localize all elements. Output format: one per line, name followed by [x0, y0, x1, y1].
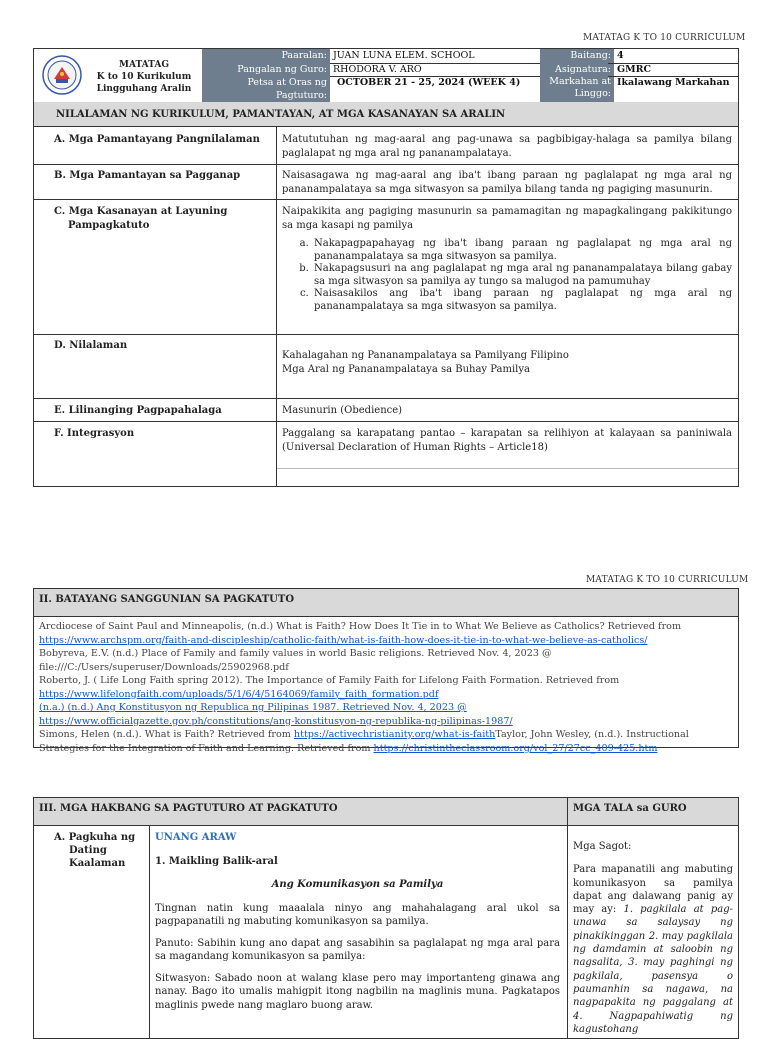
divider [330, 76, 540, 77]
row-divider [34, 334, 738, 335]
step-a-line2: Dating [69, 845, 107, 856]
section2-title: II. BATAYANG SANGGUNIAN SA PAGKATUTO [34, 589, 738, 617]
baitang-label: Baitang: [540, 49, 614, 63]
row-e-text: Masunurin (Obedience) [282, 405, 403, 416]
row-c-intro: Naipakikita ang pagiging masunurin sa pamamagitan ng mapagkalingang pakikitungo sa mga kasapi ng pamilya [282, 206, 732, 231]
row-a-label: A. Mga Pamantayang Pangnilalaman [54, 134, 260, 145]
section2-table [33, 588, 739, 754]
label-divider [149, 825, 150, 1038]
paragraph: Sitwasyon: Sabado noon at walang klase pero may importanteng ginawa ang nanay. Bago ito umalis mahigpit itong nagbilin na maglinis muna. Pagkatapos maglinis pwede nang maglaro buong araw. [155, 972, 560, 1011]
references-list [39, 620, 733, 755]
notes-answers: 1. pagkilala at pag-unawa sa salaysay ng pinakikinggan 2. may pagkilala ng damdamin at saloobin ng nagsalita, 3. may paghingi ng pagkilala, pasensya o paumanhin sa nagawa, na nagpapakita ng paggalang at 4. Nagpapahiwatig ng kagustohang [573, 904, 734, 1035]
row-b-label: B. Mga Pamantayan sa Pagganap [54, 170, 241, 181]
curriculum-header: MATATAG K TO 10 CURRICULUM [583, 33, 746, 43]
row-c-label-line2: Pampagkatuto [68, 219, 150, 231]
row-d-line1: Kahalagahan ng Pananampalataya sa Pamilyang Filipino [282, 350, 569, 361]
objective-item: b. Nakapagsusuri na ang paglalapat ng mga aral ng pananampalataya bilang gabay sa mga sitwasyon sa pamilya ay tungo sa malugod na pamumuhay [312, 263, 732, 288]
step-a-label [54, 831, 135, 870]
row-divider [34, 398, 738, 399]
row-c-label [54, 205, 227, 232]
story-title: Ang Komunikasyon sa Pamilya [271, 879, 444, 890]
reference-text: Roberto, J. ( Life Long Faith spring 2012). The Importance of Family Faith for Lifelong Faith Formation. Retrieved from [39, 675, 620, 686]
notes-label: Mga Sagot: [573, 841, 632, 852]
paragraph: Panuto: Sabihin kung ano dapat ang sasabihin sa paglalapat ng mga aral para sa magandang komunikasyon sa pamilya: [155, 937, 560, 962]
reference-link[interactable]: https://activechristianity.org/what-is-faith [293, 729, 496, 740]
title-line-3: Lingguhang Aralin [96, 84, 192, 94]
column-divider [276, 127, 277, 486]
objective-item: a. Nakapagpapahayag ng iba't ibang paraan ng paglalapat ng mga aral ng pananampalataya sa mga sitwasyon sa pamilya. [312, 238, 732, 263]
guro-value: RHODORA V. ARO [333, 64, 422, 75]
reference-link[interactable]: (n.a.) (n.d.) Ang Konstitusyon ng Republica ng Pilipinas 1987. Retrieved Nov. 4, 2023 @ [39, 702, 467, 713]
reference-text: Simons, Helen (n.d.). What is Faith? Retrieved from [39, 729, 291, 740]
guro-label: Pangalan ng Guro: [202, 63, 330, 76]
reference-text: Arcdiocese of Saint Paul and Minneapolis, (n.d.) What is Faith? How Does It Tie in to What We Believe as Catholics? Retrieved from [39, 621, 682, 632]
row-a-text: Matututuhan ng mag-aaral ang pag-unawa sa pagbibigay-halaga sa pamilya bilang paglalapat ng mga aral ng pananampalataya. [282, 134, 732, 159]
petsa-value: OCTOBER 21 - 25, 2024 (WEEK 4) [337, 77, 521, 88]
row-d-content [282, 349, 732, 376]
curriculum-header-2: MATATAG K TO 10 CURRICULUM [586, 575, 749, 585]
notes-body [573, 863, 733, 1036]
asignatura-value: GMRC [617, 64, 652, 75]
step-a-content [155, 831, 560, 1012]
row-e-label: E. Lilinanging Pagpapahalaga [54, 405, 222, 416]
paaralan-value: JUAN LUNA ELEM. SCHOOL [333, 50, 475, 61]
day-label: UNANG ARAW [155, 832, 237, 843]
row-c-label-line1: C. Mga Kasanayan at Layuning [54, 206, 228, 217]
row-divider [34, 421, 738, 422]
step-a-line1: A. Pagkuha ng [54, 832, 136, 843]
notes-title: MGA TALA sa GURO [573, 803, 687, 814]
reference-text: Bobyreva, E.V. (n.d.) Place of Family and family values in world Basic religions. Retrieved Nov. 4, 2023 @ [39, 648, 552, 659]
header-info-box [33, 48, 739, 104]
objective-item: c. Naisasakilos ang iba't ibang paraan ng paglalapat ng mga aral ng pananampalataya sa mga sitwasyon sa pamilya. [312, 288, 732, 313]
row-d-label: D. Nilalaman [54, 340, 128, 351]
teacher-notes [573, 840, 733, 1036]
row-f-label: F. Integrasyon [54, 428, 135, 439]
reference-text: Taylor, John Wesley, (n.d.). Instructional [495, 729, 689, 740]
reference-text: Strategies for the Integration of Faith and Learning. Retrieved from [39, 742, 371, 754]
row-c-content [282, 205, 732, 313]
divider [608, 63, 738, 64]
section3-table [33, 797, 739, 1039]
reference-link[interactable]: https://christintheclassroom.org/vol_27/27cc_409-425.htm [373, 742, 658, 754]
markahan-label: Markahan at Linggo: [540, 76, 614, 103]
reference-link[interactable]: https://www.archspm.org/faith-and-discipleship/catholic-faith/what-is-faith-how-does-it-tie-in-to-what-we-believe-as-catholics/ [39, 634, 648, 646]
title-line-2: K to 10 Kurikulum [96, 72, 192, 82]
divider [330, 63, 540, 64]
baitang-value: 4 [617, 50, 624, 61]
row-d-line2: Mga Aral ng Pananampalataya sa Buhay Pamilya [282, 363, 530, 375]
section1-title: NILALAMAN NG KURIKULUM, PAMANTAYAN, AT MGA KASANAYAN SA ARALIN [34, 102, 738, 127]
reference-path: file:///C:/Users/superuser/Downloads/25902968.pdf [39, 661, 289, 673]
petsa-label: Petsa at Oras ng Pagtuturo: [202, 76, 330, 103]
row-divider [34, 199, 738, 200]
deped-seal-icon [42, 55, 82, 95]
asignatura-label: Asignatura: [540, 63, 614, 76]
paaralan-label: Paaralan: [202, 49, 330, 63]
section1-table [33, 102, 739, 487]
row-f-text: Paggalang sa karapatang pantao – karapatan sa relihiyon at kalayaan sa paniniwala (Universal Declaration of Human Rights – Article18) [282, 428, 732, 453]
lesson-title-block [89, 59, 199, 95]
paragraph: Tingnan natin kung maaalala ninyo ang mahahalagang aral ukol sa pagpapanatili ng mabuting komunikasyon sa pamilya. [155, 902, 560, 927]
step-a-line3: Kaalaman [69, 858, 126, 869]
section3-title: III. MGA HAKBANG SA PAGTUTURO AT PAGKATUTO [39, 803, 338, 814]
notes-divider [567, 798, 568, 1038]
divider [608, 76, 738, 77]
reference-link[interactable]: https://www.lifelongfaith.com/uploads/5/1/6/4/5164069/family_faith_formation.pdf [39, 688, 439, 700]
sub-heading: 1. Maikling Balik-aral [155, 855, 278, 867]
row-b-text: Naisasagawa ng mag-aaral ang iba't ibang paraan ng paglalapat ng mga aral ng pananampalataya sa mga sitwasyon sa pamilya bilang tanda ng pagiging masunurin. [282, 170, 732, 195]
section3-header [34, 798, 738, 826]
title-line-1: MATATAG [118, 60, 170, 70]
row-divider [277, 468, 738, 469]
notes-text: Para mapanatili ang mabuting komunikasyon sa pamilya dapat ang dalawang panig ay may ay: [573, 864, 733, 916]
objectives-list [282, 238, 732, 313]
markahan-value: Ikalawang Markahan [617, 77, 730, 88]
reference-link[interactable]: https://www.officialgazette.gov.ph/constitutions/ang-konstitusyon-ng-republika-ng-pilipinas-1987/ [39, 715, 513, 727]
row-divider [34, 164, 738, 165]
